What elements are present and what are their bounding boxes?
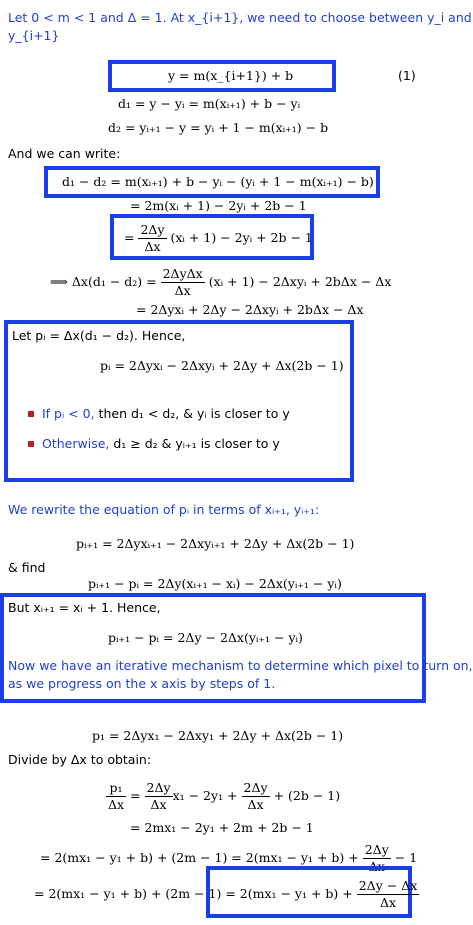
fraction-final [357,878,420,911]
implication-lhs: ⟹ Δx(d₁ − d₂) = [50,274,157,289]
equation-p-diff-2: pᵢ₊₁ − pᵢ = 2Δy − 2Δx(yᵢ₊₁ − yᵢ) [108,630,303,645]
equals-sign: = [124,230,135,245]
but-line: But xᵢ₊₁ = xᵢ + 1. Hence, [8,600,161,615]
equation-number: (1) [398,68,416,83]
bullet-item-1 [28,406,290,422]
fraction-denominator: Δx [144,239,161,254]
equation-divide [106,780,340,813]
fraction-p1-dx [106,780,126,813]
equals-sign: = [130,788,141,803]
fraction-2dy-dx-2 [242,780,270,813]
equation-p-diff: pᵢ₊₁ − pᵢ = 2Δy(xᵢ₊₁ − xᵢ) − 2Δx(yᵢ₊₁ − yᵢ) [88,576,342,591]
fraction-2dy-dx [145,780,173,813]
fraction-numerator: 2Δy [364,842,389,857]
bullet-1-text: then d₁ < d₂, & yᵢ is closer to y [94,406,290,421]
find-label: & find [8,560,46,575]
fraction-denominator: Δx [368,859,385,874]
equation-d1: d₁ = y − yᵢ = m(xᵢ₊₁) + b − yᵢ [118,96,301,111]
simp-2-tail: − 1 [394,850,418,865]
iterative-line-2: as we progress on the x axis by steps of 1. [8,676,276,691]
equation-p1: p₁ = 2Δyx₁ − 2Δxy₁ + 2Δy + Δx(2b − 1) [92,728,344,743]
fraction-2dydx-dx [161,266,205,299]
implication-rhs: (xᵢ + 1) − 2Δxyᵢ + 2bΔx − Δx [208,274,392,289]
equation-simp-3 [34,878,419,911]
bullet-2-lead: Otherwise, [42,436,110,451]
equation-implication [50,266,391,299]
fraction-numerator: 2ΔyΔx [162,266,203,281]
equation-diff-2: = 2m(xᵢ + 1) − 2yᵢ + 2b − 1 [130,198,307,213]
equation-1: y = m(x_{i+1}) + b [168,68,294,83]
equation-d2: d₂ = yᵢ₊₁ − y = yᵢ + 1 − m(xᵢ₊₁) − b [108,120,329,135]
bullet-item-2 [28,436,280,452]
divide-middle: x₁ − 2y₁ + [172,788,238,803]
intro-line-2: y_{i+1} [8,28,60,43]
divide-tail: + (2b − 1) [273,788,341,803]
divide-label: Divide by Δx to obtain: [8,752,152,767]
equation-diff-1: d₁ − d₂ = m(xᵢ₊₁) + b − yᵢ − (yᵢ + 1 − m(xᵢ₊₁) − b) [62,174,374,189]
equation-simp-1: = 2mx₁ − 2y₁ + 2m + 2b − 1 [130,820,314,835]
bullet-marker [28,441,34,447]
bullet-2-text: d₁ ≥ d₂ & yᵢ₊₁ is closer to y [109,436,280,451]
fraction-numerator: p₁ [106,780,126,797]
let-p-line: Let pᵢ = Δx(d₁ − d₂). Hence, [12,328,186,343]
equation-tail: (xᵢ + 1) − 2yᵢ + 2b − 1 [170,230,313,245]
fraction-denominator: Δx [247,797,264,812]
fraction-numerator: 2Δy [146,780,171,795]
highlight-box-pi [4,320,354,482]
simp-3-boxed: ) = 2(mx₁ − y₁ + b) + [216,886,353,901]
intro-line-1: Let 0 < m < 1 and Δ = 1. At x_{i+1}, we need to choose between y_i and [8,10,472,25]
fraction-denominator: Δx [150,797,167,812]
equation-p-next: pᵢ₊₁ = 2Δyxᵢ₊₁ − 2Δxyᵢ₊₁ + 2Δy + Δx(2b − 1) [76,536,355,551]
fraction-numerator: 2Δy [243,780,268,795]
fraction-numerator: 2Δy − Δx [358,878,418,893]
iterative-line-1: Now we have an iterative mechanism to determine which pixel to turn on, [8,658,473,673]
fraction-denominator: Δx [174,283,191,298]
equation-implication-2: = 2Δyxᵢ + 2Δy − 2Δxyᵢ + 2bΔx − Δx [136,302,364,317]
write-label: And we can write: [8,146,121,161]
fraction-denominator: Δx [108,797,125,812]
fraction-denominator: Δx [379,895,397,910]
fraction-numerator: 2Δy [140,222,165,237]
equation-diff-3 [124,222,313,255]
equation-p-def: pᵢ = 2Δyxᵢ − 2Δxyᵢ + 2Δy + Δx(2b − 1) [100,358,344,373]
fraction-2dy-dx [138,222,166,255]
simp-2-lead: = 2(mx₁ − y₁ + b) + (2m − 1) = 2(mx₁ − y₁ + b) + [40,850,359,865]
simp-3-lead: = 2(mx₁ − y₁ + b) + (2m − 1 [34,886,217,901]
bullet-1-lead: If pᵢ < 0, [42,406,95,421]
bullet-marker [28,411,34,417]
rewrite-line: We rewrite the equation of pᵢ in terms of xᵢ₊₁, yᵢ₊₁: [8,502,320,517]
